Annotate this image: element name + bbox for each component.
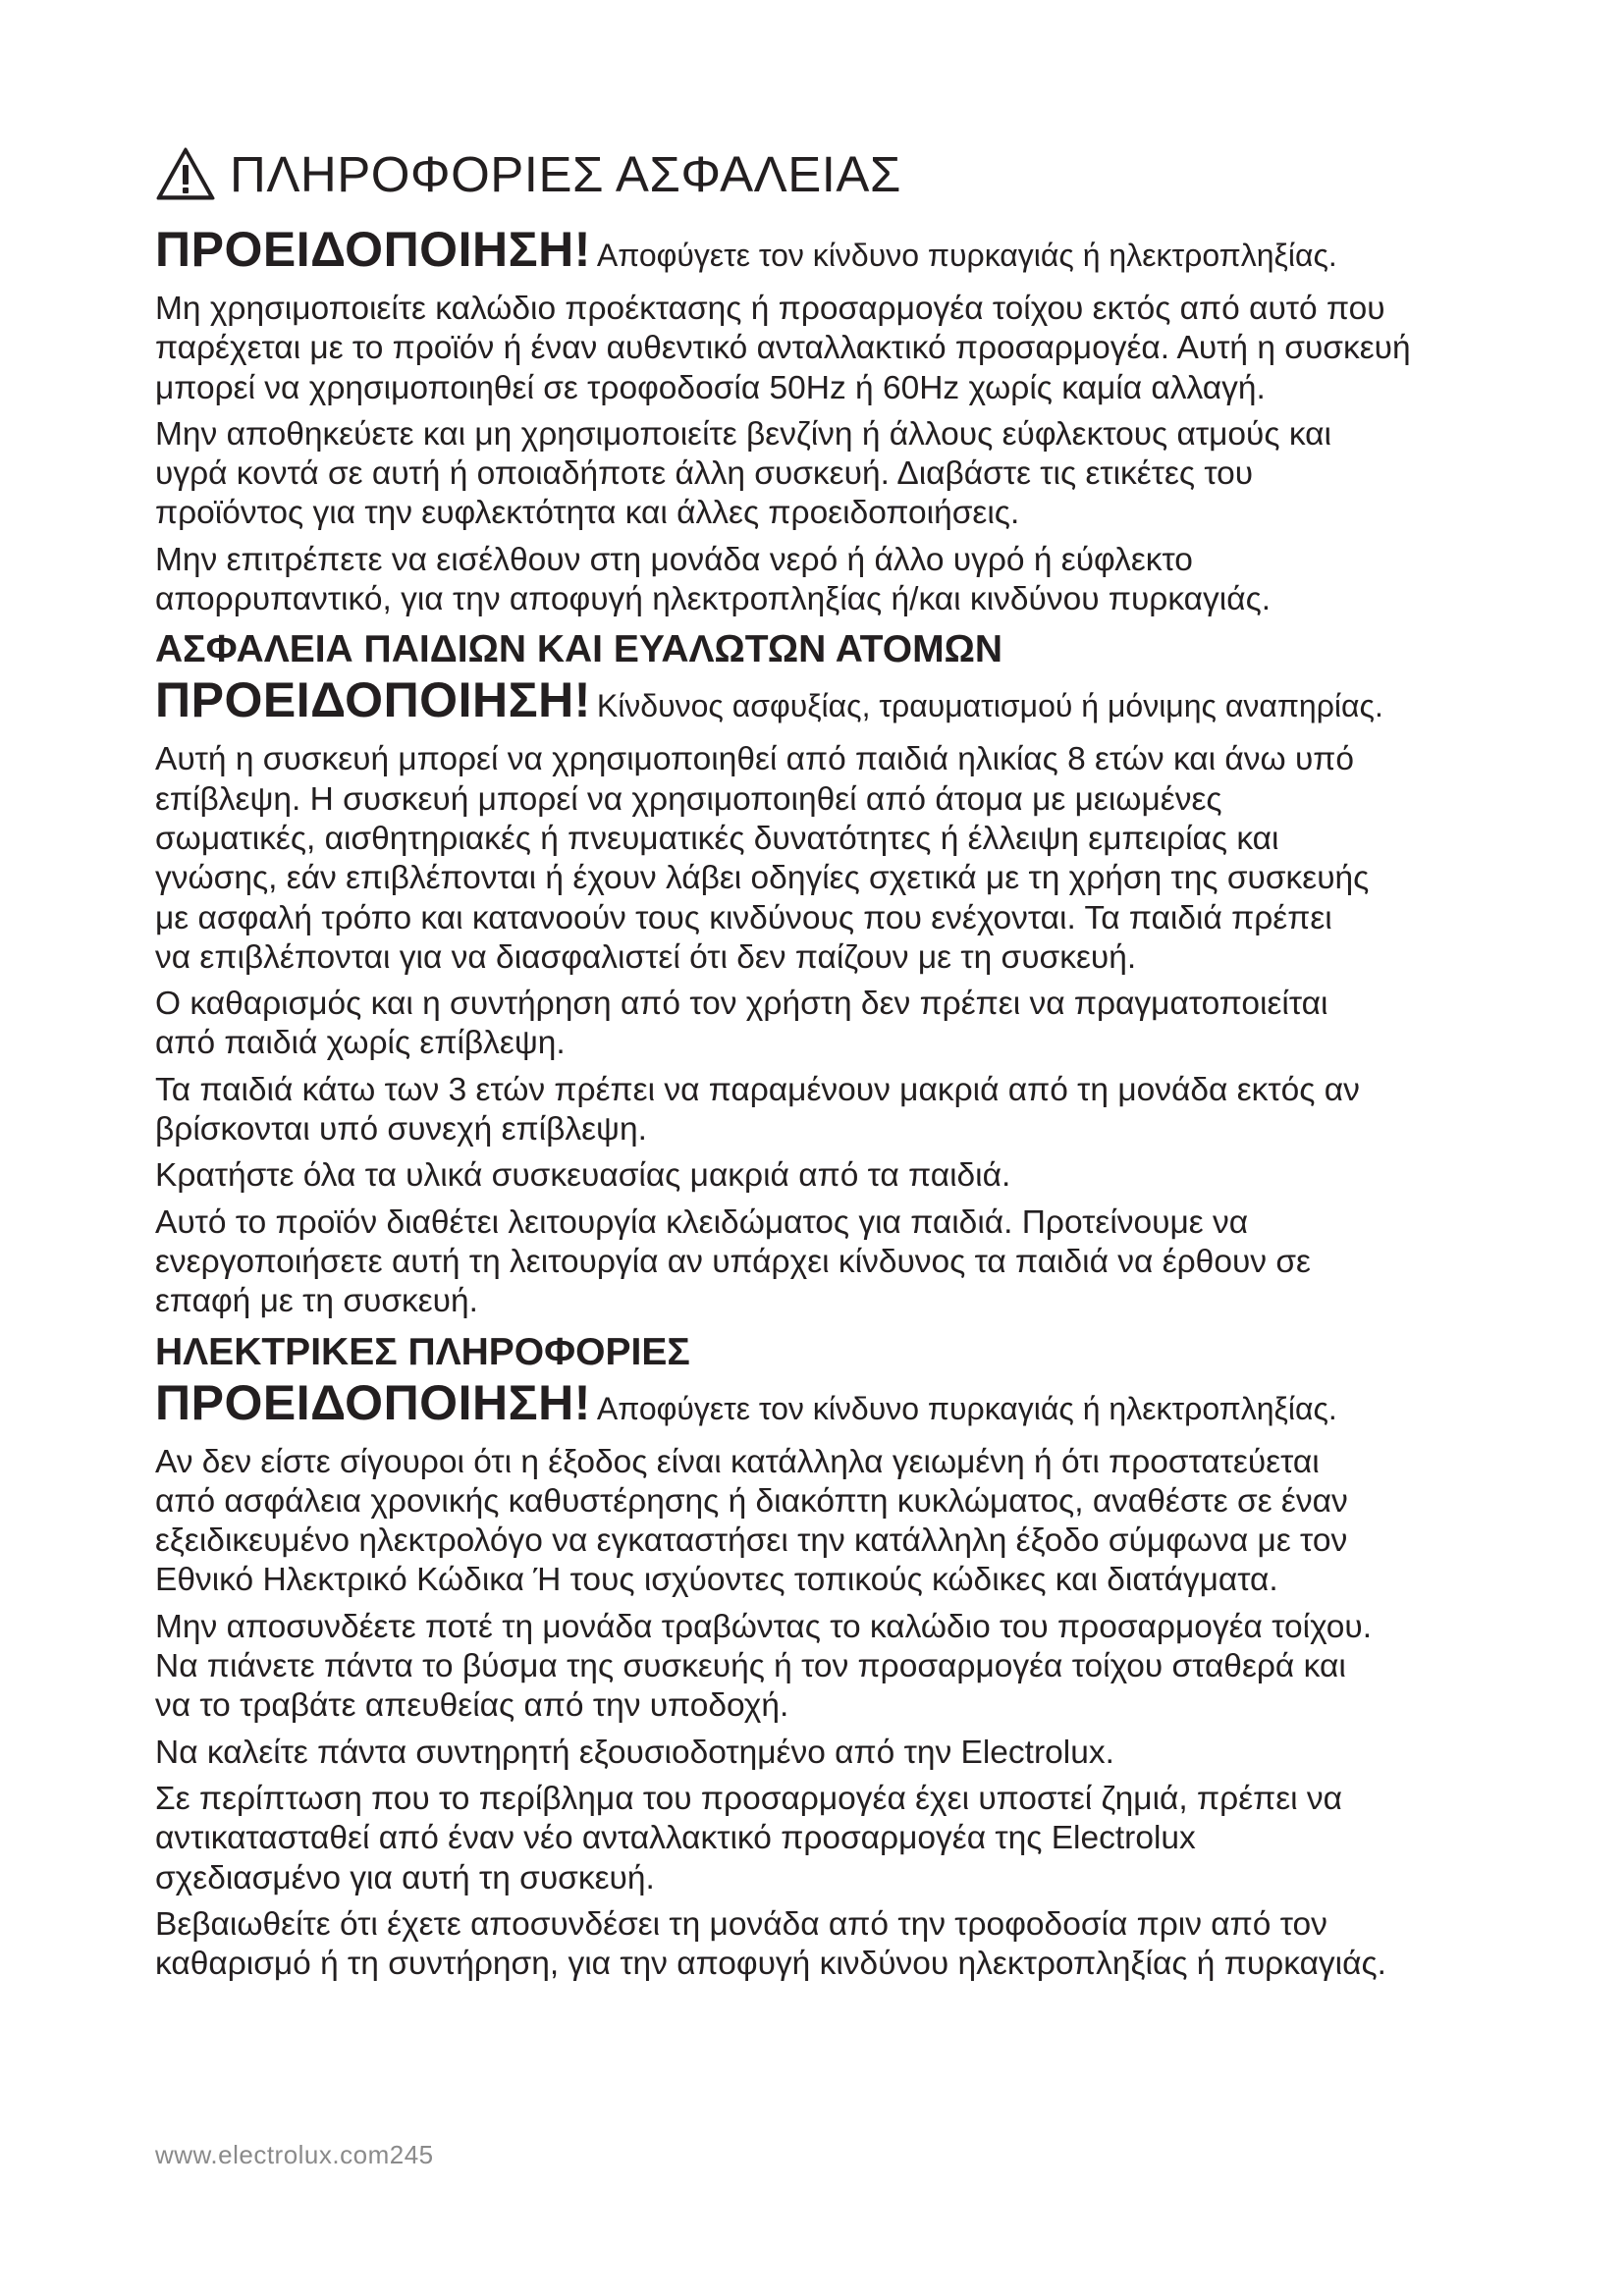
paragraph <box>155 541 1500 620</box>
paragraph-line: γνώσης, εάν επιβλέπονται ή έχουν λάβει οδηγίες σχετικά με τη χρήση της συσκευής <box>155 860 1370 897</box>
paragraph-line: Μην αποσυνδέετε ποτέ τη μονάδα τραβώντας το καλώδιο του προσαρμογέα τοίχου. <box>155 1608 1373 1645</box>
paragraph-line: Βεβαιωθείτε ότι έχετε αποσυνδέσει τη μονάδα από την τροφοδοσία πριν από τον <box>155 1905 1327 1943</box>
page-title: ΠΛΗΡΟΦΟΡΙΕΣ ΑΣΦΑΛΕΙΑΣ <box>230 145 901 202</box>
paragraph-line: να το τραβάτε απευθείας από την υποδοχή. <box>155 1687 789 1725</box>
paragraph <box>155 740 1500 978</box>
paragraph <box>155 1443 1500 1601</box>
paragraph-line: προϊόντος για την ευφλεκτότητα και άλλες προειδοποιήσεις. <box>155 495 1020 532</box>
warning-triangle-icon <box>155 146 216 201</box>
warning-label: ΠΡΟΕΙΔΟΠΟΙΗΣΗ! <box>155 222 591 277</box>
paragraph <box>155 1780 1500 1898</box>
warning-label: ΠΡΟΕΙΔΟΠΟΙΗΣΗ! <box>155 1374 591 1430</box>
paragraph-line: απορρυπαντικό, για την αποφυγή ηλεκτροπληξίας ή/και κινδύνου πυρκαγιάς. <box>155 581 1272 618</box>
paragraph-line: Αν δεν είστε σίγουροι ότι η έξοδος είναι κατάλληλα γειωμένη ή ότι προστατεύεται <box>155 1443 1320 1480</box>
warning-line <box>155 672 1500 740</box>
warning-label: ΠΡΟΕΙΔΟΠΟΙΗΣΗ! <box>155 672 591 728</box>
paragraph <box>155 415 1500 534</box>
paragraph-line: Εθνικό Ηλεκτρικό Κώδικα Ή τους ισχύοντες τοπικούς κώδικες και διατάγματα. <box>155 1562 1278 1599</box>
warning-text: Αποφύγετε τον κίνδυνο πυρκαγιάς ή ηλεκτροπληξίας. <box>596 238 1337 273</box>
footer-url: www.electrolux.com245 <box>155 2140 434 2169</box>
page-content <box>155 139 1500 1991</box>
paragraph-line: υγρά κοντά σε αυτή ή οποιαδήποτε άλλη συσκευή. Διαβάστε τις ετικέτες του <box>155 455 1254 493</box>
paragraph-line: αντικατασταθεί από έναν νέο ανταλλακτικό προσαρμογέα της Electrolux <box>155 1820 1196 1857</box>
paragraph-line: καθαρισμό ή τη συντήρηση, για την αποφυγή κινδύνου ηλεκτροπληξίας ή πυρκαγιάς. <box>155 1946 1386 1983</box>
paragraph-line: Κρατήστε όλα τα υλικά συσκευασίας μακριά από τα παιδιά. <box>155 1157 1011 1195</box>
paragraph <box>155 985 1500 1064</box>
paragraph-line: σχεδιασμένο για αυτή τη συσκευή. <box>155 1859 655 1896</box>
paragraph-line: παρέχεται με το προϊόν ή έναν αυθεντικό ανταλλακτικό προσαρμογέα. Αυτή η συσκευή <box>155 330 1411 367</box>
paragraph <box>155 1156 1500 1196</box>
paragraph-line: Μη χρησιμοποιείτε καλώδιο προέκτασης ή προσαρμογέα τοίχου εκτός από αυτό που <box>155 291 1385 327</box>
paragraph-line: Σε περίπτωση που το περίβλημα του προσαρμογέα έχει υποστεί ζημιά, πρέπει να <box>155 1780 1343 1817</box>
paragraph-line: επαφή με τη συσκευή. <box>155 1283 478 1320</box>
paragraph-line: Να πιάνετε πάντα το βύσμα της συσκευής ή τον προσαρμογέα τοίχου σταθερά και <box>155 1648 1346 1685</box>
paragraph-line: Τα παιδιά κάτω των 3 ετών πρέπει να παραμένουν μακριά από τη μονάδα εκτός αν <box>155 1071 1360 1108</box>
paragraph-line: σωματικές, αισθητηριακές ή πνευματικές δυνατότητες ή έλλειψη εμπειρίας και <box>155 820 1279 857</box>
paragraph-line: Να καλείτε πάντα συντηρητή εξουσιοδοτημένο από την Electrolux. <box>155 1734 1114 1771</box>
paragraph-line: Μην αποθηκεύετε και μη χρησιμοποιείτε βενζίνη ή άλλους εύφλεκτους ατμούς και <box>155 415 1331 453</box>
paragraph-line: εξειδικευμένο ηλεκτρολόγο να εγκαταστήσει την κατάλληλη έξοδο σύμφωνα με τον <box>155 1522 1348 1560</box>
paragraph-line: ενεργοποιήσετε αυτή τη λειτουργία αν υπάρχει κίνδυνος τα παιδιά να έρθουν σε <box>155 1243 1311 1280</box>
warning-text: Κίνδυνος ασφυξίας, τραυματισμού ή μόνιμης αναπηρίας. <box>596 688 1383 724</box>
warning-line <box>155 1375 1500 1443</box>
section-heading: ΗΛΕΚΤΡΙΚΕΣ ΠΛΗΡΟΦΟΡΙΕΣ <box>155 1330 690 1373</box>
paragraph <box>155 1203 1500 1322</box>
warning-line <box>155 222 1500 290</box>
paragraph-line: Αυτή η συσκευή μπορεί να χρησιμοποιηθεί από παιδιά ηλικίας 8 ετών και άνω υπό <box>155 741 1355 778</box>
title-row <box>155 139 1500 208</box>
paragraph-line: Αυτό το προϊόν διαθέτει λειτουργία κλειδώματος για παιδιά. Προτείνουμε να <box>155 1203 1249 1241</box>
paragraph <box>155 1905 1500 1985</box>
paragraph-line: Ο καθαρισμός και η συντήρηση από τον χρήστη δεν πρέπει να πραγματοποιείται <box>155 986 1328 1023</box>
paragraph-line: από ασφάλεια χρονικής καθυστέρησης ή διακόπτη κυκλώματος, αναθέστε σε έναν <box>155 1482 1348 1520</box>
paragraph-line: από παιδιά χωρίς επίβλεψη. <box>155 1025 566 1062</box>
section <box>155 1330 1500 1985</box>
paragraph-line: μπορεί να χρησιμοποιηθεί σε τροφοδοσία 50Hz ή 60Hz χωρίς καμία αλλαγή. <box>155 369 1266 406</box>
paragraph <box>155 290 1500 408</box>
warning-text: Αποφύγετε τον κίνδυνο πυρκαγιάς ή ηλεκτροπληξίας. <box>596 1390 1337 1426</box>
section <box>155 627 1500 1321</box>
paragraph-line: βρίσκονται υπό συνεχή επίβλεψη. <box>155 1111 647 1148</box>
paragraph <box>155 1071 1500 1150</box>
paragraph-line: να επιβλέπονται για να διασφαλιστεί ότι δεν παίζουν με τη συσκευή. <box>155 938 1137 976</box>
paragraph-line: Μην επιτρέπετε να εισέλθουν στη μονάδα νερό ή άλλο υγρό ή εύφλεκτο <box>155 541 1193 578</box>
section-heading: ΑΣΦΑΛΕΙΑ ΠΑΙΔΙΩΝ ΚΑΙ ΕΥΑΛΩΤΩΝ ΑΤΟΜΩΝ <box>155 628 1003 671</box>
paragraph-line: με ασφαλή τρόπο και κατανοούν τους κινδύνους που ενέχονται. Τα παιδιά πρέπει <box>155 899 1332 936</box>
section <box>155 222 1500 619</box>
paragraph <box>155 1734 1500 1773</box>
paragraph-line: επίβλεψη. Η συσκευή μπορεί να χρησιμοποιηθεί από άτομα με μειωμένες <box>155 780 1222 818</box>
sections <box>155 222 1500 1984</box>
paragraph <box>155 1608 1500 1727</box>
